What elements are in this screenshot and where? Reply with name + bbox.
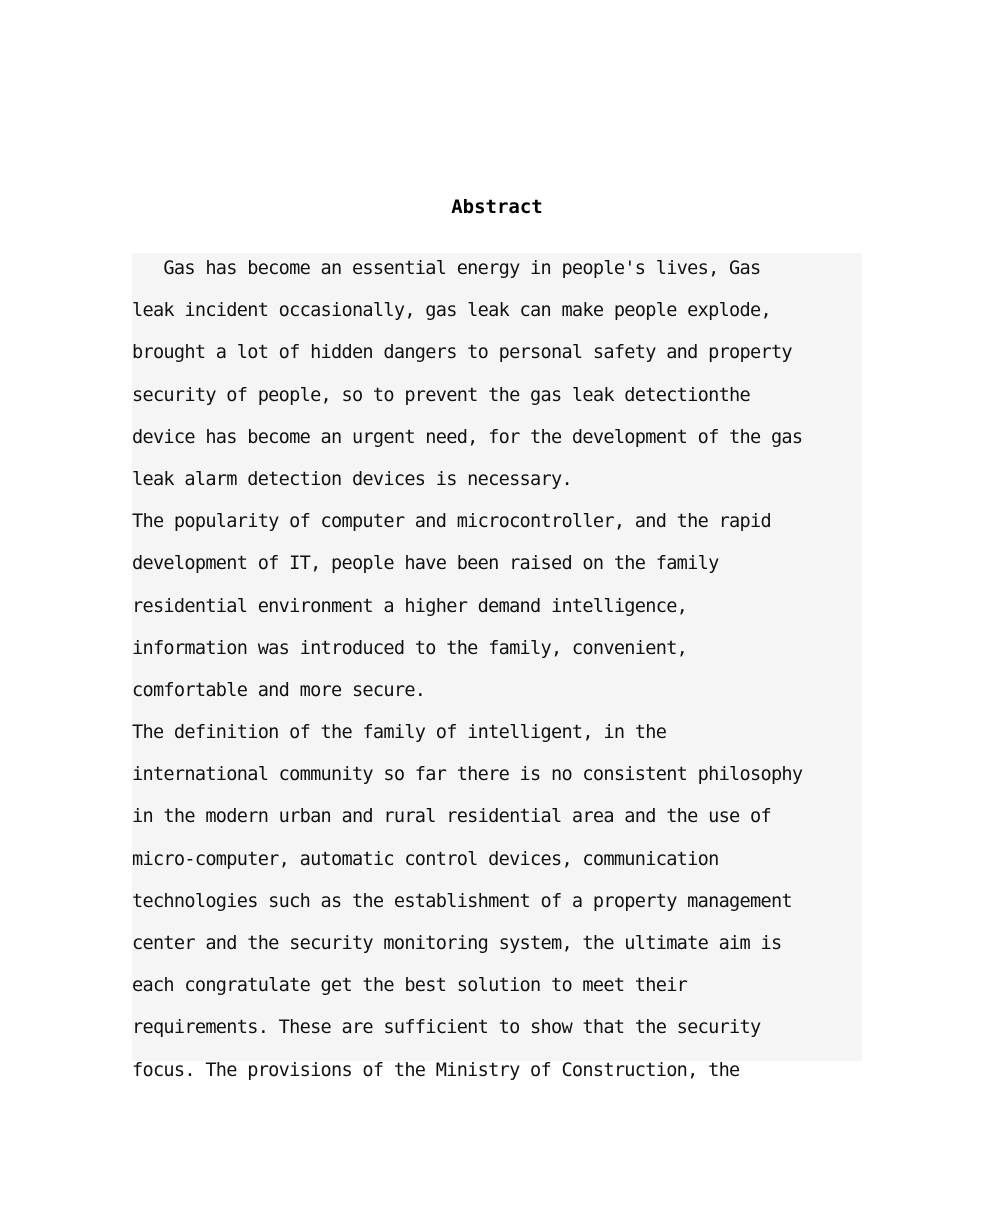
page-title: Abstract	[451, 196, 543, 218]
text-line: residential environment a higher demand intelligence,	[132, 595, 688, 617]
text-line: center and the security monitoring system, the ultimate aim is	[132, 933, 782, 954]
text-line: development of IT, people have been raised on the family	[132, 553, 719, 575]
text-line: information was introduced to the family, convenient,	[132, 637, 688, 659]
text-line: brought a lot of hidden dangers to personal safety and property	[132, 342, 792, 364]
text-line: Gas has become an essential energy in people's lives, Gas	[132, 258, 761, 279]
text-line: comfortable and more secure.	[132, 679, 426, 701]
text-line: micro-computer, automatic control devices, communication	[132, 848, 719, 870]
text-line: device has become an urgent need, for the development of the gas	[132, 426, 803, 448]
text-line: international community so far there is no consistent philosophy	[132, 764, 803, 786]
text-line: leak alarm detection devices is necessary.	[132, 468, 572, 490]
text-line: security of people, so to prevent the gas leak detectionthe	[132, 384, 750, 406]
text-line: The popularity of computer and microcontroller, and the rapid	[132, 511, 771, 533]
text-line: requirements. These are sufficient to show that the security	[132, 1017, 761, 1039]
abstract-body	[132, 253, 862, 1081]
text-line: technologies such as the establishment of a property management	[132, 890, 792, 912]
text-line: leak incident occasionally, gas leak can make people explode,	[132, 300, 771, 322]
text-line: focus. The provisions of the Ministry of Construction, the	[132, 1059, 740, 1081]
text-line: in the modern urban and rural residential area and the use of	[132, 806, 771, 828]
text-line: The definition of the family of intelligent, in the	[132, 722, 667, 744]
text-line: each congratulate get the best solution to meet their	[132, 975, 688, 997]
